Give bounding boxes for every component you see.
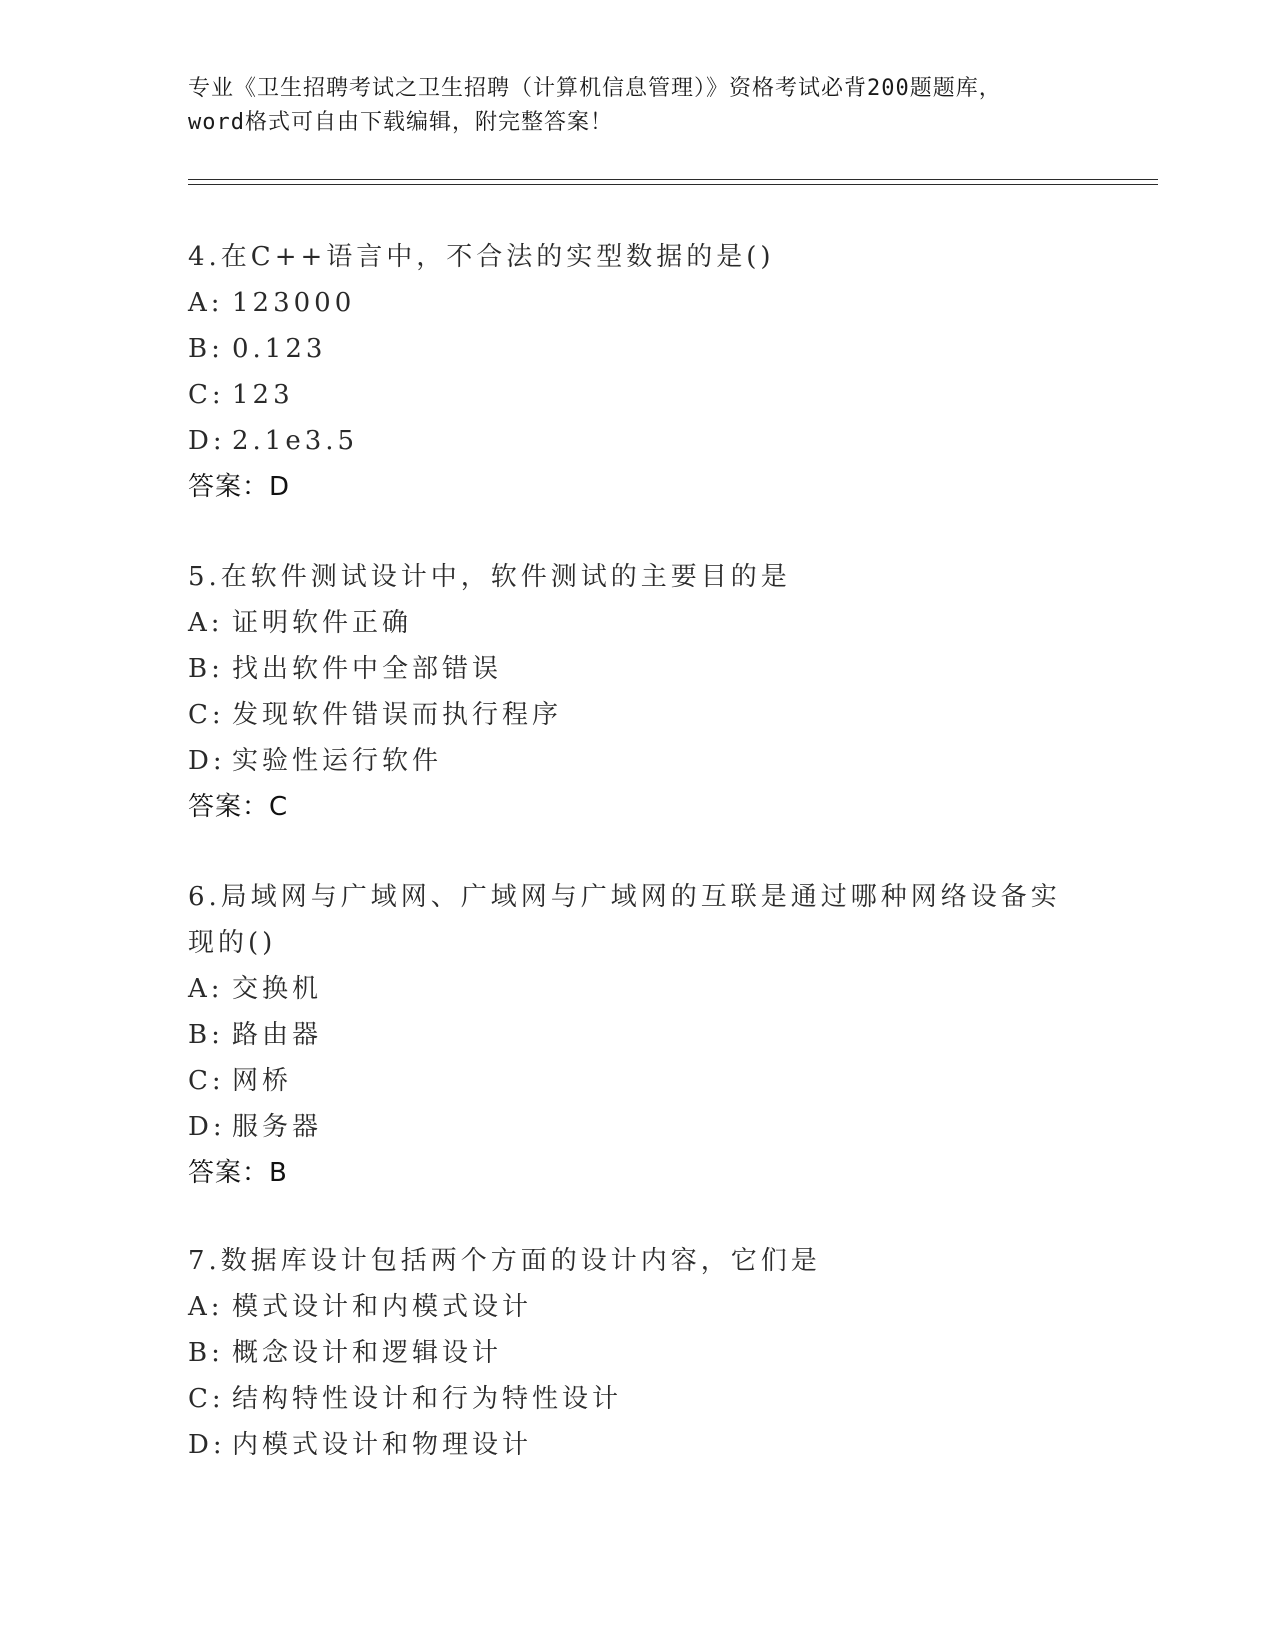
option-c bbox=[188, 692, 1088, 738]
option-text: 123000 bbox=[232, 288, 356, 318]
header-divider-top bbox=[188, 179, 1158, 180]
answer-line: 答案：C bbox=[188, 792, 289, 822]
option-key: C: bbox=[188, 700, 225, 730]
question-stem: 6.局域网与广域网、广域网与广域网的互联是通过哪种网络设备实现的() bbox=[188, 882, 1061, 958]
option-text: 找出软件中全部错误 bbox=[232, 654, 503, 684]
option-d bbox=[188, 1422, 1088, 1468]
option-key: C: bbox=[188, 380, 225, 410]
option-key: A: bbox=[188, 1292, 224, 1322]
option-key: A: bbox=[188, 288, 224, 318]
option-d bbox=[188, 738, 1088, 784]
option-b bbox=[188, 1012, 1088, 1058]
option-text: 发现软件错误而执行程序 bbox=[232, 700, 563, 730]
option-b bbox=[188, 646, 1088, 692]
option-b bbox=[188, 1330, 1088, 1376]
question-stem: 5.在软件测试设计中，软件测试的主要目的是 bbox=[188, 562, 791, 592]
option-text: 2.1e3.5 bbox=[232, 426, 359, 456]
answer-line: 答案：D bbox=[188, 472, 291, 502]
option-a bbox=[188, 280, 1088, 326]
option-a bbox=[188, 1284, 1088, 1330]
option-b bbox=[188, 326, 1088, 372]
option-text: 交换机 bbox=[232, 974, 323, 1004]
option-c bbox=[188, 1376, 1088, 1422]
option-text: 证明软件正确 bbox=[232, 608, 413, 638]
option-a bbox=[188, 600, 1088, 646]
option-key: C: bbox=[188, 1066, 225, 1096]
document-header bbox=[188, 72, 1088, 140]
option-key: A: bbox=[188, 974, 224, 1004]
answer-line: 答案：B bbox=[188, 1158, 288, 1188]
option-c bbox=[188, 372, 1088, 418]
option-key: D: bbox=[188, 1430, 226, 1460]
option-text: 123 bbox=[232, 380, 294, 410]
option-a bbox=[188, 966, 1088, 1012]
question-7 bbox=[188, 1238, 1088, 1468]
question-stem: 7.数据库设计包括两个方面的设计内容，它们是 bbox=[188, 1246, 821, 1276]
option-text: 内模式设计和物理设计 bbox=[232, 1430, 533, 1460]
option-key: D: bbox=[188, 746, 226, 776]
option-c bbox=[188, 1058, 1088, 1104]
option-text: 实验性运行软件 bbox=[232, 746, 443, 776]
option-key: B: bbox=[188, 334, 224, 364]
header-line-1: 专业《卫生招聘考试之卫生招聘（计算机信息管理）》资格考试必背200题题库， bbox=[188, 76, 1002, 101]
question-6 bbox=[188, 874, 1088, 1196]
option-text: 结构特性设计和行为特性设计 bbox=[232, 1384, 623, 1414]
option-key: C: bbox=[188, 1384, 225, 1414]
header-divider-bottom bbox=[188, 184, 1158, 185]
option-text: 模式设计和内模式设计 bbox=[232, 1292, 533, 1322]
header-line-2: word格式可自由下载编辑，附完整答案！ bbox=[188, 110, 613, 135]
option-text: 网桥 bbox=[232, 1066, 293, 1096]
option-d bbox=[188, 1104, 1088, 1150]
option-d bbox=[188, 418, 1088, 464]
option-text: 概念设计和逻辑设计 bbox=[232, 1338, 503, 1368]
option-key: D: bbox=[188, 426, 226, 456]
option-key: D: bbox=[188, 1112, 226, 1142]
option-key: B: bbox=[188, 1020, 224, 1050]
option-key: B: bbox=[188, 654, 224, 684]
question-5 bbox=[188, 554, 1088, 830]
question-4 bbox=[188, 234, 1088, 510]
option-key: B: bbox=[188, 1338, 224, 1368]
option-key: A: bbox=[188, 608, 224, 638]
option-text: 服务器 bbox=[232, 1112, 323, 1142]
question-stem: 4.在C++语言中，不合法的实型数据的是() bbox=[188, 242, 775, 272]
option-text: 0.123 bbox=[232, 334, 327, 364]
option-text: 路由器 bbox=[232, 1020, 323, 1050]
